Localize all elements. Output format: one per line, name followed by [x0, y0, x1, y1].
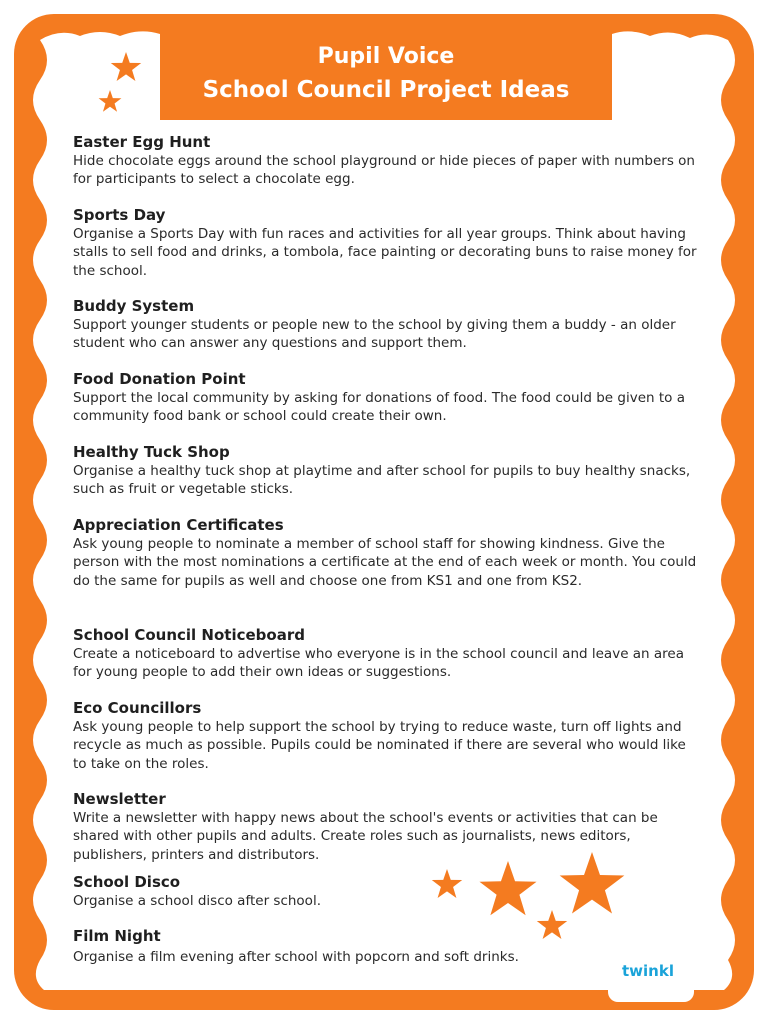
- idea-description: Write a newsletter with happy news about the school's events or activities that can be shared with other pupils and adults. Create roles such as journalists, news editors, publishers, printers and distributors.: [73, 810, 658, 863]
- idea-heading: Easter Egg Hunt: [73, 133, 211, 151]
- idea-item: [73, 296, 703, 353]
- page-title: Pupil Voice: [317, 44, 455, 69]
- page-subtitle: School Council Project Ideas: [202, 77, 570, 103]
- idea-heading: School Disco: [73, 873, 181, 891]
- idea-item: [73, 926, 519, 966]
- idea-heading: Sports Day: [73, 206, 166, 224]
- idea-item: [73, 789, 703, 864]
- logo-text: twinkl: [622, 962, 674, 980]
- title-banner: [160, 30, 612, 120]
- idea-heading: Newsletter: [73, 790, 166, 808]
- idea-item: [73, 698, 703, 773]
- idea-item: [73, 442, 703, 499]
- idea-description: Ask young people to nominate a member of school staff for showing kindness. Give the person with the most nominations a certificate at the end of each week or month. You could do the same for pupils as well and choose one from KS1 and one from KS2.: [73, 536, 697, 589]
- idea-item: [73, 872, 321, 910]
- idea-heading: Healthy Tuck Shop: [73, 443, 230, 461]
- idea-item: [73, 132, 703, 189]
- idea-item: [73, 625, 703, 682]
- idea-heading: Eco Councillors: [73, 699, 202, 717]
- idea-description: Ask young people to help support the school by trying to reduce waste, turn off lights and recycle as much as possible. Pupils could be nominated if there are several who would like to take on the roles.: [73, 719, 686, 772]
- idea-item: [73, 205, 703, 280]
- idea-heading: Buddy System: [73, 297, 195, 315]
- twinkl-logo-icon: [608, 946, 694, 1002]
- idea-heading: School Council Noticeboard: [73, 626, 305, 644]
- idea-description: Organise a film evening after school with popcorn and soft drinks.: [73, 949, 519, 965]
- idea-heading: Food Donation Point: [73, 370, 246, 388]
- idea-description: Organise a Sports Day with fun races and activities for all year groups. Think about having stalls to sell food and drinks, a tombola, face painting or decorating buns to raise money for the school.: [73, 226, 697, 279]
- idea-description: Hide chocolate eggs around the school playground or hide pieces of paper with numbers on for participants to select a chocolate egg.: [73, 153, 695, 188]
- idea-description: Create a noticeboard to advertise who everyone is in the school council and leave an area for young people to add their own ideas or suggestions.: [73, 646, 685, 681]
- idea-heading: Film Night: [73, 927, 161, 945]
- idea-description: Support younger students or people new to the school by giving them a buddy - an older student who can answer any questions and support them.: [73, 317, 676, 352]
- idea-description: Organise a school disco after school.: [73, 893, 321, 909]
- idea-description: Organise a healthy tuck shop at playtime and after school for pupils to buy healthy snacks, such as fruit or vegetable sticks.: [73, 463, 691, 498]
- idea-item: [73, 369, 703, 426]
- idea-description: Support the local community by asking for donations of food. The food could be given to a community food bank or school could create their own.: [73, 390, 685, 425]
- idea-heading: Appreciation Certificates: [73, 516, 284, 534]
- idea-item: [73, 515, 703, 590]
